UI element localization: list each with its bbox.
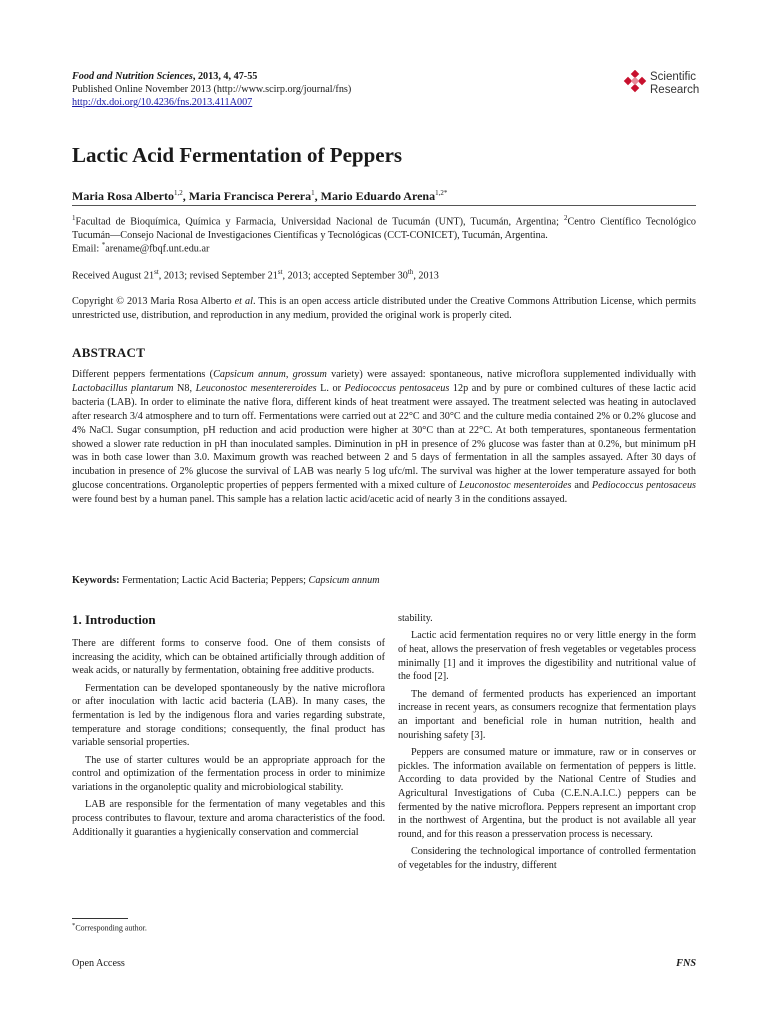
affil-marker: 2 (563, 214, 568, 222)
body-paragraph: Fermentation can be developed spontaneously by the native microflora or after inoculation with lactic acid bacteria (LAB). In many cases, the fermentation is led by the indigenous flora and varies regarding substrate, temperature and storage conditions; consequently, the final product has variable sensorial properties. (72, 682, 385, 749)
abstract-italic: Leuconostoc mesentereroides (195, 382, 317, 394)
abstract-heading: ABSTRACT (72, 345, 146, 360)
copyright-text: . This is an open access article distributed under the Creative Commons Attribution License, which permits unrestricted use, distribution, and reproduction in any medium, provided the original work is properly cited. (72, 296, 696, 321)
received-dates (72, 268, 439, 281)
logo-line-1: Scientific (650, 71, 697, 83)
footnote-text: Corresponding author. (75, 923, 147, 933)
journal-info (72, 70, 351, 109)
author-name: , Maria Francisca Perera (182, 189, 312, 203)
scirp-logo-icon (622, 70, 648, 96)
affil-marker: 1 (72, 214, 76, 222)
logo-text (650, 71, 699, 97)
keywords-text: Fermentation; Lactic Acid Bacteria; Peppers; (119, 575, 309, 586)
abstract-text (72, 368, 696, 507)
footnote-divider (72, 918, 128, 919)
paper-page (72, 0, 700, 1024)
body-paragraph: The use of starter cultures would be an appropriate approach for the control and optimization of the fermentation process in order to minimize variations in the organoleptic quality and microbiological stability. (72, 754, 385, 794)
author-name: , Mario Eduardo Arena (314, 189, 436, 203)
keywords-italic: Capsicum annum (308, 575, 380, 586)
email-marker: * (101, 241, 106, 249)
footer-journal-abbrev: FNS (676, 958, 696, 969)
journal-name: Food and Nutrition Sciences (72, 71, 193, 82)
journal-citation (72, 70, 351, 83)
doi-link[interactable]: http://dx.doi.org/10.4236/fns.2013.411A007 (72, 97, 253, 108)
email-label: Email: (72, 243, 102, 255)
email-line (72, 241, 209, 254)
abstract-italic: Leuconostoc mesenteroides (459, 480, 572, 492)
abstract-run: L. or (316, 382, 345, 394)
abstract-run: were found best by a human panel. This sample has a relation lactic acid/acetic acid of nearly 3 in the conditions assayed. (72, 494, 568, 506)
author-affil: 1 (311, 189, 315, 197)
footnote-marker: * (72, 922, 76, 929)
left-column (72, 612, 385, 843)
affil-text: Centro Científico Tecnológico Tucumán—Consejo Nacional de Investigaciones Científicas y Tecnológicas (CCT-CONICET), Tucumán, Argentina. (72, 216, 696, 241)
date-received: Received August 21 (72, 270, 155, 282)
copyright-etal: et al (234, 296, 253, 307)
keywords-label: Keywords: (72, 575, 120, 586)
scientific-research-logo (622, 70, 722, 100)
email-address[interactable]: arename@fbqf.unt.edu.ar (105, 243, 210, 255)
abstract-run: N8, (173, 382, 196, 394)
body-paragraph: Lactic acid fermentation requires no or very little energy in the form of heat, allows the preservation of fresh vegetables or vegetables process minimally [1] and it improves the digestibility and nutritional value of the food [2]. (398, 630, 696, 683)
body-paragraph: There are different forms to conserve food. One of them consists of increasing the acidity, which can be obtained artificially through addition of weak acids, or naturally by fermentation, obtaining free additive products. (72, 638, 385, 677)
author-name: Maria Rosa Alberto (72, 189, 174, 203)
author-list (72, 189, 447, 204)
copyright-notice (72, 295, 696, 322)
abstract-run: Different peppers fermentations ( (72, 369, 214, 380)
date-sup: st (277, 268, 283, 276)
affiliations (72, 212, 696, 242)
journal-volume: , 2013, 4, 47-55 (192, 71, 258, 82)
date-revised: , 2013; revised September 21 (158, 270, 278, 282)
author-affil: 1,2* (435, 189, 448, 197)
keywords (72, 575, 380, 586)
copyright-text: Copyright © 2013 Maria Rosa Alberto (72, 296, 235, 307)
footer-open-access: Open Access (72, 958, 125, 969)
section-heading-introduction: 1. Introduction (72, 612, 156, 627)
body-paragraph: stability. (398, 613, 433, 624)
date-sup: th (407, 268, 414, 276)
body-paragraph: Considering the technological importance of controlled fermentation of vegetables for the industry, different (398, 846, 696, 871)
abstract-run: , (285, 369, 293, 380)
abstract-italic: Pediococcus pentosaceus (591, 480, 697, 492)
abstract-italic: Pediococcus pentosaceus (344, 382, 450, 394)
header-divider (72, 205, 696, 206)
body-paragraph: Peppers are consumed mature or immature, raw or in conserves or pickles. The information available on fermentation of peppers is little. According to data provided by the National Centre of Studies and Agricultural Investigations of Cuba (C.E.N.A.I.C.) peppers can be fermented by the native microflora. Peppers represent an important crop in the northwest of Argentina, but the product is not available all year round, and for this reason a presservation process is necessary. (398, 746, 696, 841)
published-line: Published Online November 2013 (http://www.scirp.org/journal/fns) (72, 84, 352, 95)
abstract-run: variety) were assayed: spontaneous, native microflora supplemented individually with (326, 369, 697, 380)
affil-text: Facultad de Bioquímica, Química y Farmacia, Universidad Nacional de Tucumán (UNT), Tucumán, Argentina; (75, 216, 564, 228)
abstract-run: 12p and by pure or combined cultures of these lactic acid bacteria (LAB). In order to eliminate the native flora, different kinds of heat treatment were assayed. The treatment selected was heating in autoclaved after research 3/4 atmosphere and to turn off. Fermentations were carried out at 22°C and 30°C and the culture media contained 2% or 0.2% glucose and 4% NaCl. Sugar consumption, pH reduction and acid production were higher at 30°C than at 22°C. At both temperatures, spontaneous fermentation showed a slower rate reduction in pH than inoculated samples. Diminution in pH in presence of 2% glucose was faster than at 0.2%, but minimum pH was in both case lower than 3.0. Maximum growth was reached between 2 and 5 days of fermentation in all the samples assayed. After 30 days of incubation in presence of 2% glucose the survival of LAB was nearly 5 log ufc/ml. The survival was higher at the lower temperature assayed for both glucose concentrations. Organoleptic properties of peppers fermented with a mixed culture of (72, 382, 696, 492)
paper-title: Lactic Acid Fermentation of Peppers (72, 143, 403, 167)
logo-line-2: Research (650, 84, 700, 96)
date-accepted: , 2013; accepted September 30 (282, 270, 408, 282)
body-paragraph: The demand of fermented products has experienced an important increase in recent years, as consumers recognize that fermentation plays an important and beneficial role in human nutrition, health and nourishing safety [3]. (398, 688, 696, 741)
author-affil: 1,2 (173, 189, 183, 197)
abstract-italic: grossum (292, 369, 327, 380)
date-sup: st (154, 268, 159, 276)
right-column (398, 612, 696, 876)
body-paragraph: LAB are responsible for the fermentation of many vegetables and this process contributes to flavour, texture and aroma characteristics of the food. Additionally it guaranties a hygienically conservation and commercial (72, 799, 385, 838)
abstract-run: and (571, 480, 592, 492)
date-end: , 2013 (413, 270, 439, 282)
abstract-italic: Lactobacillus plantarum (72, 382, 174, 394)
footnote (72, 922, 147, 933)
abstract-italic: Capsicum annum (213, 369, 286, 380)
